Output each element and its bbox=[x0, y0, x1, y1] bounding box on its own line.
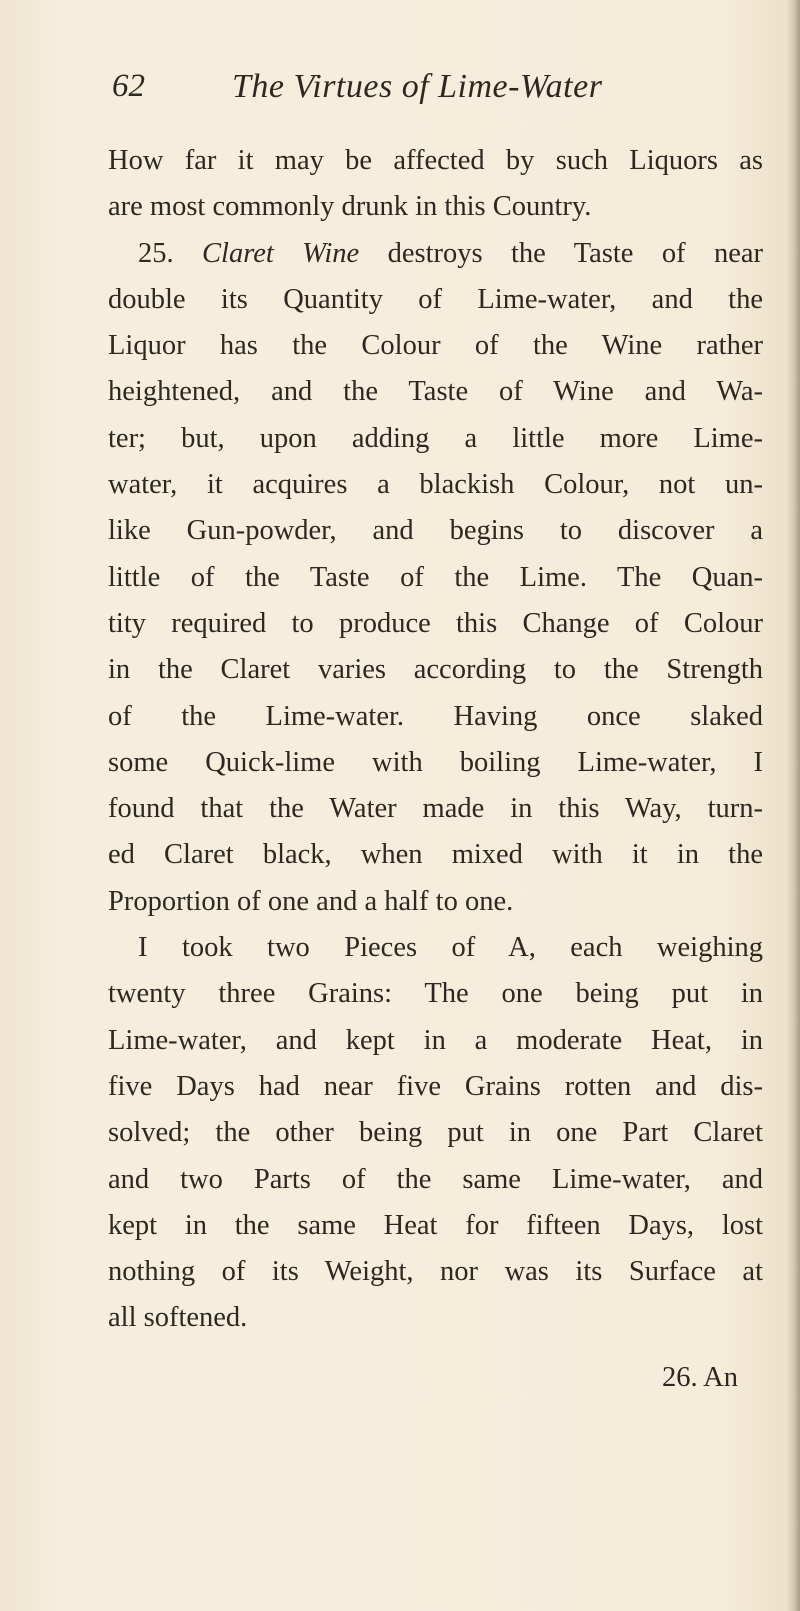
italic-phrase: Claret Wine bbox=[202, 237, 360, 269]
text-line: double its Quantity of Lime-water, and the bbox=[108, 283, 763, 315]
paragraph-25-first-line bbox=[108, 231, 763, 277]
text-line: and two Parts of the same Lime-water, and bbox=[108, 1163, 763, 1195]
page-edge-shadow bbox=[786, 0, 800, 1611]
text-line: in the Claret varies according to the Strength bbox=[108, 654, 763, 686]
text-line: little of the Taste of the Lime. The Quan- bbox=[108, 561, 763, 593]
text-line: I took two Pieces of A, each weighing bbox=[138, 932, 763, 964]
text-line: solved; the other being put in one Part Claret bbox=[108, 1117, 763, 1149]
text-line: water, it acquires a blackish Colour, not un- bbox=[108, 469, 763, 501]
text-line: Liquor has the Colour of the Wine rather bbox=[108, 330, 763, 362]
text-line: nothing of its Weight, nor was its Surface at bbox=[108, 1256, 763, 1288]
text-line: all softened. bbox=[108, 1302, 248, 1334]
text-line: are most commonly drunk in this Country. bbox=[108, 191, 592, 223]
running-title: The Virtues of Lime-Water bbox=[232, 68, 603, 105]
text-line: ter; but, upon adding a little more Lime- bbox=[108, 422, 763, 454]
text-line: some Quick-lime with boiling Lime-water, I bbox=[108, 746, 763, 778]
text-line: ed Claret black, when mixed with it in the bbox=[108, 839, 763, 871]
text-line: twenty three Grains: The one being put in bbox=[108, 978, 763, 1010]
page-number: 62 bbox=[112, 68, 145, 104]
text-line: like Gun-powder, and begins to discover a bbox=[108, 515, 763, 547]
text-line: Proportion of one and a half to one. bbox=[108, 885, 514, 917]
text-line: tity required to produce this Change of Colour bbox=[108, 607, 763, 639]
text-line: found that the Water made in this Way, turn- bbox=[108, 793, 763, 825]
text-line: How far it may be affected by such Liquors as bbox=[108, 145, 763, 176]
text-line: kept in the same Heat for fifteen Days, lost bbox=[108, 1209, 763, 1241]
text-line: heightened, and the Taste of Wine and Wa- bbox=[108, 376, 763, 408]
text-line: of the Lime-water. Having once slaked bbox=[108, 700, 763, 732]
body-text bbox=[108, 138, 763, 1342]
running-head bbox=[112, 68, 762, 118]
catchword: 26. An bbox=[662, 1362, 739, 1393]
text-line: Lime-water, and kept in a moderate Heat, in bbox=[108, 1024, 763, 1056]
line-remainder: destroys the Taste of near bbox=[387, 237, 764, 269]
paragraph-number: 25. bbox=[138, 237, 174, 269]
text-line: five Days had near five Grains rotten and dis- bbox=[108, 1070, 763, 1102]
